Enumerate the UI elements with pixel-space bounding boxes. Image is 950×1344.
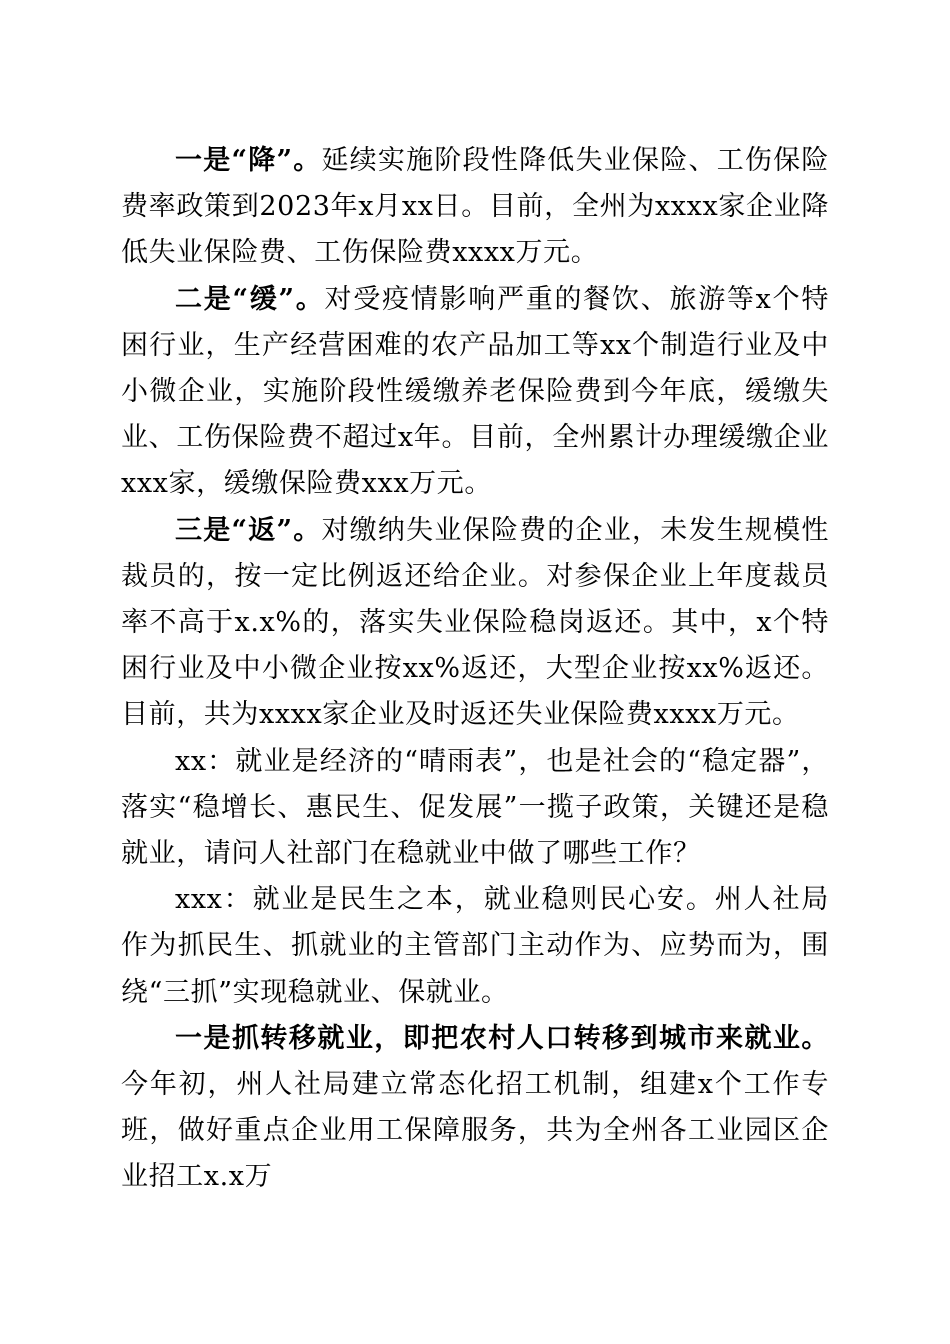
paragraph-text: xx：就业是经济的“晴雨表”，也是社会的“稳定器”，落实“稳增长、惠民生、促发展”一揽子政策，关键还是稳就业，请问人社部门在稳就业中做了哪些工作？ <box>121 745 829 870</box>
paragraph-lead: 一是“降”。 <box>175 145 322 176</box>
paragraph-text: 对缴纳失业保险费的企业，未发生规模性裁员的，按一定比例返还给企业。对参保企业上年度裁员率不高于x.x%的，落实失业保险稳岗返还。其中，x个特困行业及中小微企业按xx%返还，大型企业按xx%返还。目前，共为xxxx家企业及时返还失业保险费xxxx万元。 <box>121 514 829 731</box>
document-body <box>121 138 829 1201</box>
paragraph-answer <box>121 877 829 1016</box>
paragraph-text: xxx：就业是民生之本，就业稳则民心安。州人社局作为抓民生、抓就业的主管部门主动作为、应势而为，围绕“三抓”实现稳就业、保就业。 <box>121 884 829 1008</box>
paragraph-defer <box>121 277 829 508</box>
paragraph-lead: 一是抓转移就业，即把农村人口转移到城市来就业。 <box>175 1022 829 1054</box>
paragraph-lead: 三是“返”。 <box>175 514 322 546</box>
paragraph-text: 延续实施阶段性降低失业保险、工伤保险费率政策到2023年x月xx日。目前，全州为xxxx家企业降低失业保险费、工伤保险费xxxx万元。 <box>121 145 829 269</box>
paragraph-question <box>121 739 829 878</box>
paragraph-reduce <box>121 138 829 277</box>
paragraph-transfer-employment <box>121 1016 829 1201</box>
paragraph-text: 对受疫情影响严重的餐饮、旅游等x个特困行业，生产经营困难的农产品加工等xx个制造行业及中小微企业，实施阶段性缓缴养老保险费到今年底，缓缴失业、工伤保险费不超过x年。目前，全州累计办理缓缴企业xxx家，缓缴保险费xxx万元。 <box>121 283 829 500</box>
paragraph-refund <box>121 508 829 739</box>
paragraph-text: 今年初，州人社局建立常态化招工机制，组建x个工作专班，做好重点企业用工保障服务，共为全州各工业园区企业招工x.x万 <box>121 1069 829 1193</box>
paragraph-lead: 二是“缓”。 <box>175 283 325 315</box>
